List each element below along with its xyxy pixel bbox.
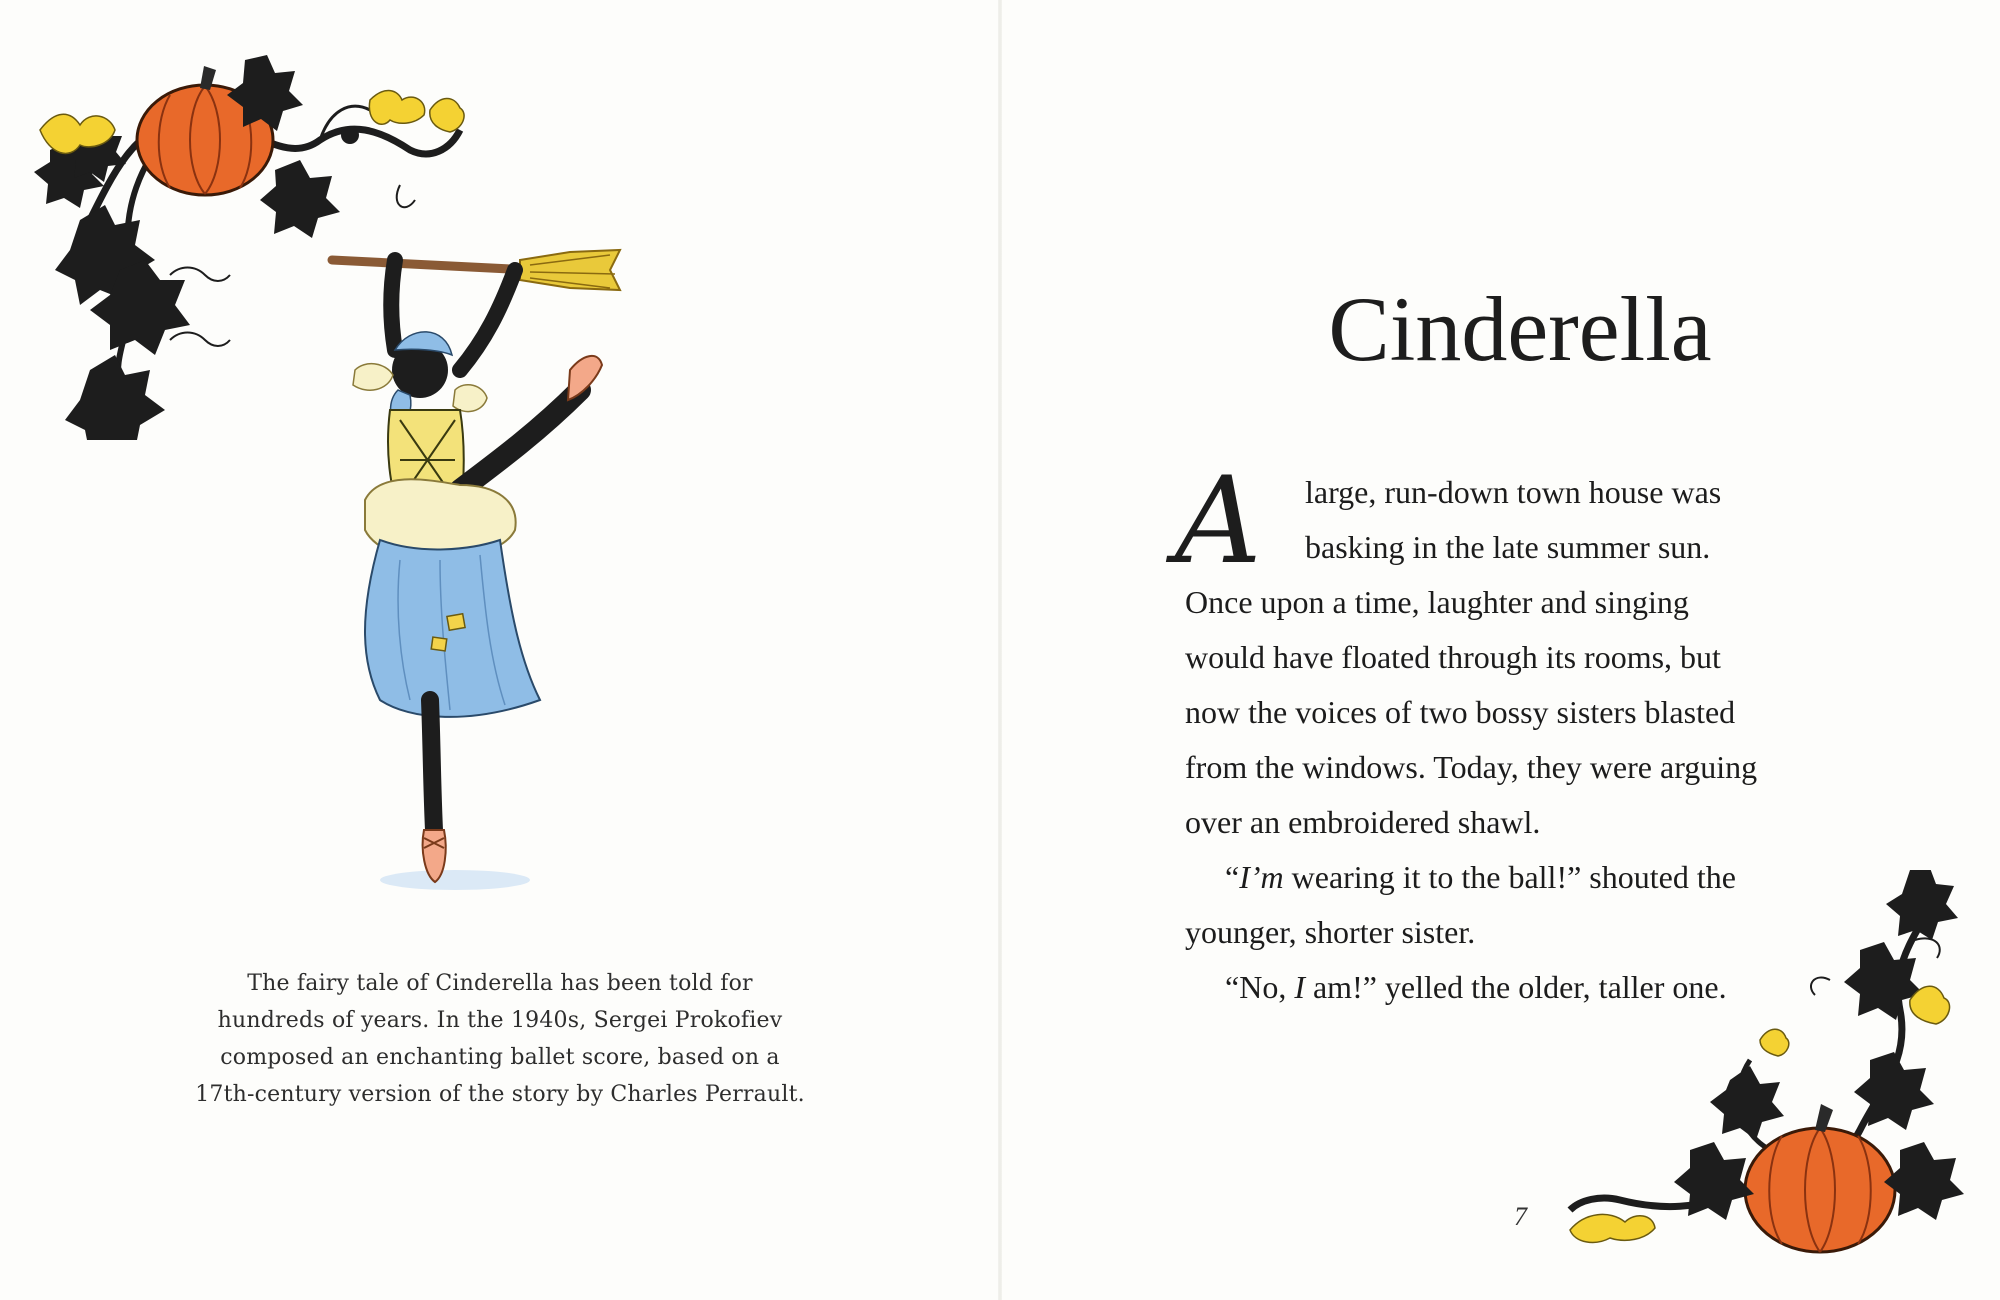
story-line <box>1185 582 1689 622</box>
drop-cap <box>1165 462 1295 582</box>
story-line-text: large, run-down town house was <box>1305 474 1722 510</box>
story-line <box>1305 527 1710 567</box>
caption <box>180 965 820 1113</box>
page-number: 7 <box>1514 1202 1527 1231</box>
story-line-text: now the voices of two bossy sisters blasted <box>1185 694 1736 730</box>
story-line <box>1185 692 1735 732</box>
story-line-text: from the windows. Today, they were arguing <box>1185 749 1758 785</box>
story-line-text: wearing it to the ball!” shouted the <box>1283 859 1736 895</box>
story-line-text: am!” yelled the older, taller one. <box>1304 969 1727 1005</box>
story-emphasis: I <box>1294 969 1305 1005</box>
caption-line: hundreds of years. In the 1940s, Sergei Prokofiev <box>217 1008 783 1033</box>
story-line-text: Once upon a time, laughter and singing <box>1185 584 1689 620</box>
caption-line: The fairy tale of Cinderella has been told for <box>247 971 753 996</box>
story-line <box>1185 912 1475 952</box>
story-line-text: “No, <box>1225 969 1295 1005</box>
story-line-text: over an embroidered shawl. <box>1185 804 1541 840</box>
story-line-text: basking in the late summer sun. <box>1305 529 1711 565</box>
drop-cap-letter: A <box>1175 462 1262 582</box>
story-line-text: would have floated through its rooms, but <box>1185 639 1721 675</box>
story-line-text: “ <box>1225 859 1240 895</box>
pumpkin-vine-bottom-right-icon <box>1560 870 1980 1280</box>
caption-line: composed an enchanting ballet score, based on a <box>220 1045 780 1070</box>
page-title <box>1310 265 1730 395</box>
caption-line: 17th-century version of the story by Charles Perrault. <box>195 1082 805 1107</box>
story-line <box>1305 472 1721 512</box>
story-emphasis: I’m <box>1239 859 1284 895</box>
title-text: Cinderella <box>1328 278 1712 380</box>
story-line <box>1185 802 1540 842</box>
story-line <box>1185 747 1757 787</box>
ballerina-with-broom-illustration <box>320 230 720 900</box>
story-line <box>1185 637 1721 677</box>
story-line-text: younger, shorter sister. <box>1185 914 1476 950</box>
